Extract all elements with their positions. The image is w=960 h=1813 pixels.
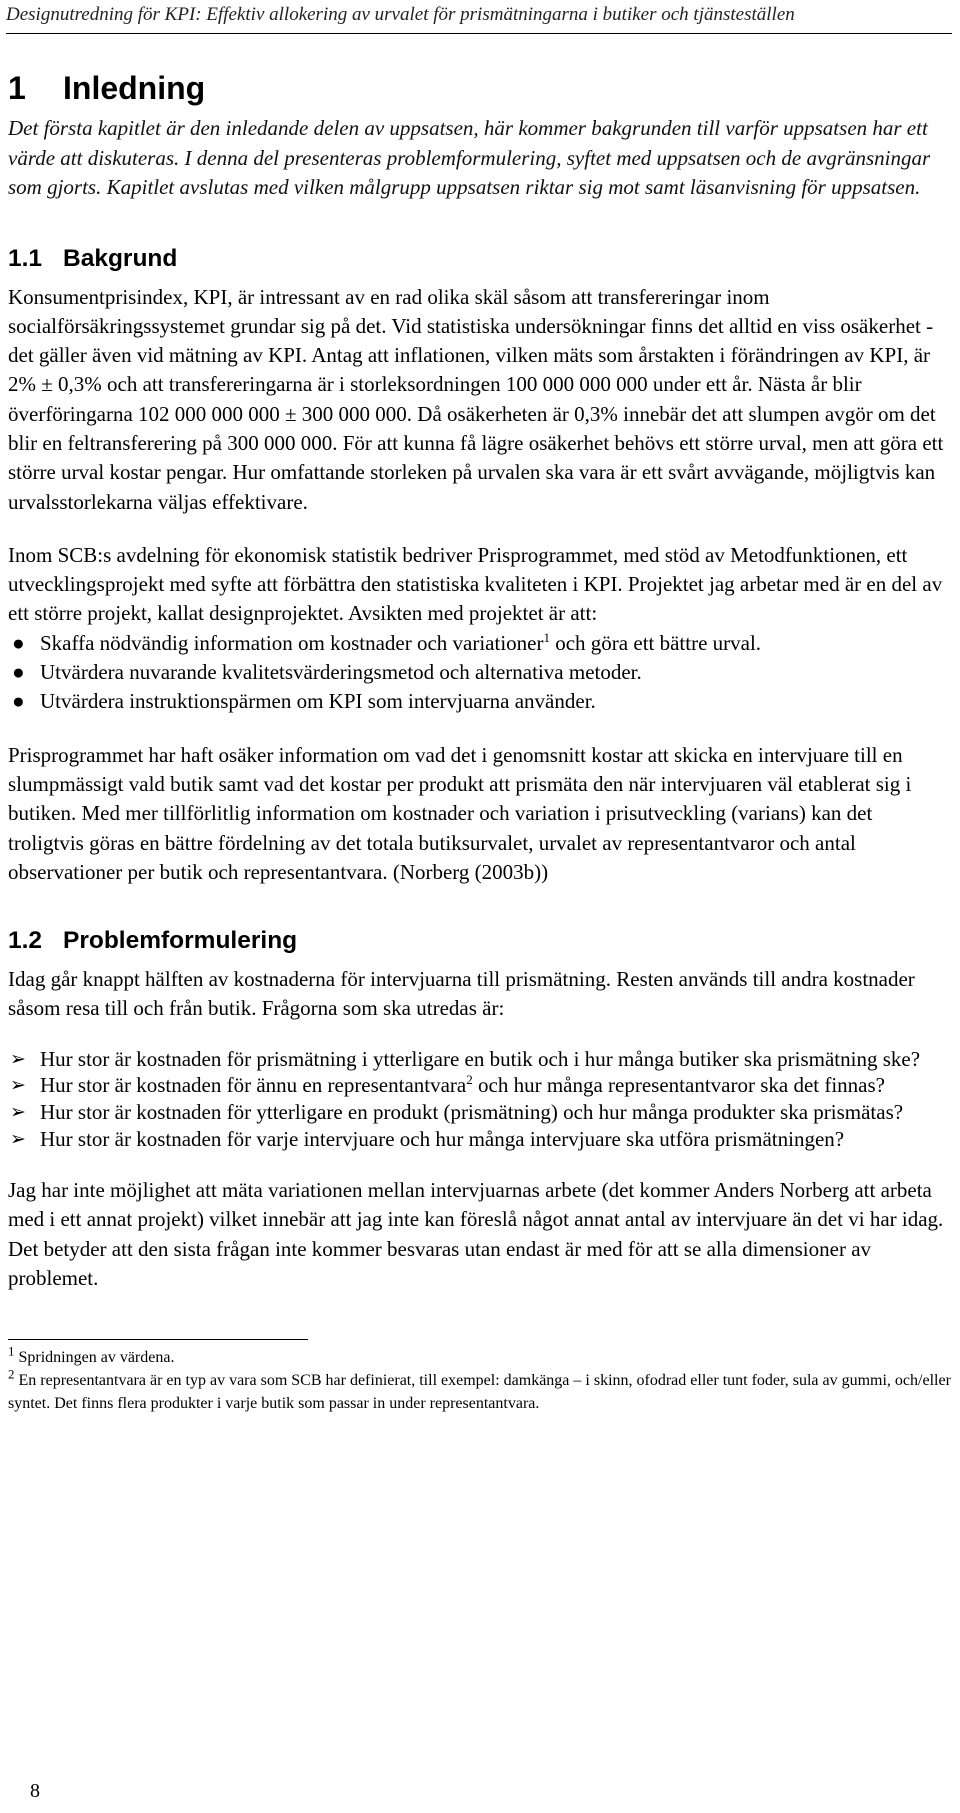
list-item: ➢ Hur stor är kostnaden för ytterligare en produkt (prismätning) och hur många produkter ska prismätas? [10,1099,904,1124]
arrow-bullet-icon: ➢ [10,1047,26,1070]
list-item: ● Utvärdera nuvarande kvalitetsvärderingsmetod och alternativa metoder. [8,658,952,687]
page-content [8,68,952,1415]
chapter-intro: Det första kapitlet är den inledande delen av uppsatsen, här kommer bakgrunden till varför uppsatsen har ett värde att diskuteras. I denna del presenteras problemformulering, syftet med uppsatsen och de avgränsningar som gjorts. Kapitlet avslutas med vilken målgrupp uppsatsen riktar sig mot samt läsanvisning för uppsatsen. [8,116,931,199]
arrow-bullet-icon: ➢ [10,1100,26,1123]
chapter-title: Inledning [63,70,206,106]
footnote: $^1$ Spridningen av värdena. [8,1343,175,1367]
header-rule [6,33,952,34]
section-title: Problemformulering [63,927,298,955]
bullet-icon: ● [12,689,25,714]
chapter-number: 1 [8,70,26,106]
bullet-icon: ● [12,630,25,655]
bullet-icon: ● [12,660,25,685]
chapter-heading [8,68,952,108]
footnote-separator [8,1339,308,1340]
arrow-bullet-icon: ➢ [10,1074,26,1097]
section-number: 1.2 [8,927,43,955]
footnote-ref: 1 [543,629,550,645]
section-title: Bakgrund [63,244,178,272]
bakgrund-paragraph-2: Inom SCB:s avdelning för ekonomisk statistik bedriver Prisprogrammet, med stöd av Metodfunktionen, ett utvecklingsprojekt med syfte att förbättra den statistiska kvaliteten i KPI. Projektet jag arbetar med är en del av ett större projekt, kallat designprojektet. Avsikten med projektet är att: [8,542,943,626]
list-item: ➢ Hur stor är kostnaden för prismätning i ytterligare en butik och i hur många butiker ska prismätning ske? [10,1046,921,1071]
footnotes [8,1343,952,1415]
list-item: ● Skaffa nödvändig information om kostnader och variationer$^1$ och göra ett bättre urval. [8,629,952,658]
page-number: 8 [30,1780,40,1802]
list-item: ● Utvärdera instruktionspärmen om KPI som intervjuarna använder. [8,687,952,716]
goal-list [8,629,952,717]
arrow-bullet-icon: ➢ [10,1127,26,1150]
problem-paragraph-1: Idag går knappt hälften av kostnaderna för intervjuarna till prismätning. Resten används till andra kostnader såsom resa till och från butik. Frågorna som ska utredas är: [8,967,915,1021]
question-list [8,1046,952,1152]
section-heading-bakgrund [8,243,952,275]
section-number: 1.1 [8,244,43,272]
section-heading-problemformulering [8,925,952,957]
bakgrund-paragraph-3: Prisprogrammet har haft osäker information om vad det i genomsnitt kostar att skicka en intervjuare till en slumpmässigt vald butik samt vad det kostar per produkt att prismäta den när intervjuaren väl etablerat sig i butiken. Med mer tillförlitlig information om kostnader och variation i prisutveckling (varians) kan det troligtvis göras en bättre fördelning av det totala butiksurvalet, urvalet av representantvaror och antal observationer per butik och representantvara. (Norberg (2003b)) [8,742,912,884]
list-item: ➢ Hur stor är kostnaden för varje intervjuare och hur många intervjuare ska utföra prismätningen? [10,1126,845,1151]
bakgrund-paragraph-1: Konsumentprisindex, KPI, är intressant av en rad olika skäl såsom att transfereringar inom socialförsäkringssystemet grundar sig på det. Vid statistiska undersökningar finns det alltid en viss osäkerhet - det gäller även vid mätning av KPI. Antag att inflationen, vilken mäts som årstakten i förändringen av KPI, är 2% ± 0,3% och att transfereringarna är i storleksordningen 100 000 000 000 under ett år. Nästa år blir överföringarna 102 000 000 000 ± 300 000 000. Då osäkerheten är 0,3% innebär det att slumpen avgör om det blir en feltransferering på 300 000 000. För att kunna få lägre osäkerhet behövs ett större urval, men att göra ett större urval kostar pengar. Hur omfattande storleken på urvalen ska vara är ett svårt avvägande, möjligtvis kan urvalsstorlekarna väljas effektivare. [8,284,944,514]
footnote-ref: 2 [466,1072,473,1088]
problem-paragraph-2: Jag har inte möjlighet att mäta variationen mellan intervjuarnas arbete (det kommer Anders Norberg att arbeta med i ett annat projekt) vilket innebär att jag inte kan föreslå något annat antal av intervjuare än det vi har idag. Det betyder att den sista frågan inte kommer besvaras utan endast är med för att se alla dimensioner av problemet. [8,1178,944,1290]
footnote: $^2$ En representantvara är en typ av vara som SCB har definierat, till exempel: damkänga – i skinn, ofodrad eller tunt foder, sula av gummi, och/eller syntet. Det finns flera produkter i varje butik som passar in under representantvara. [8,1366,951,1413]
list-item: ➢ Hur stor är kostnaden för ännu en representantvara$^2$ och hur många representantvaror ska det finnas? [10,1072,885,1098]
running-header: Designutredning för KPI: Effektiv allokering av urvalet för prismätningarna i butiker och tjänsteställen [6,4,795,25]
